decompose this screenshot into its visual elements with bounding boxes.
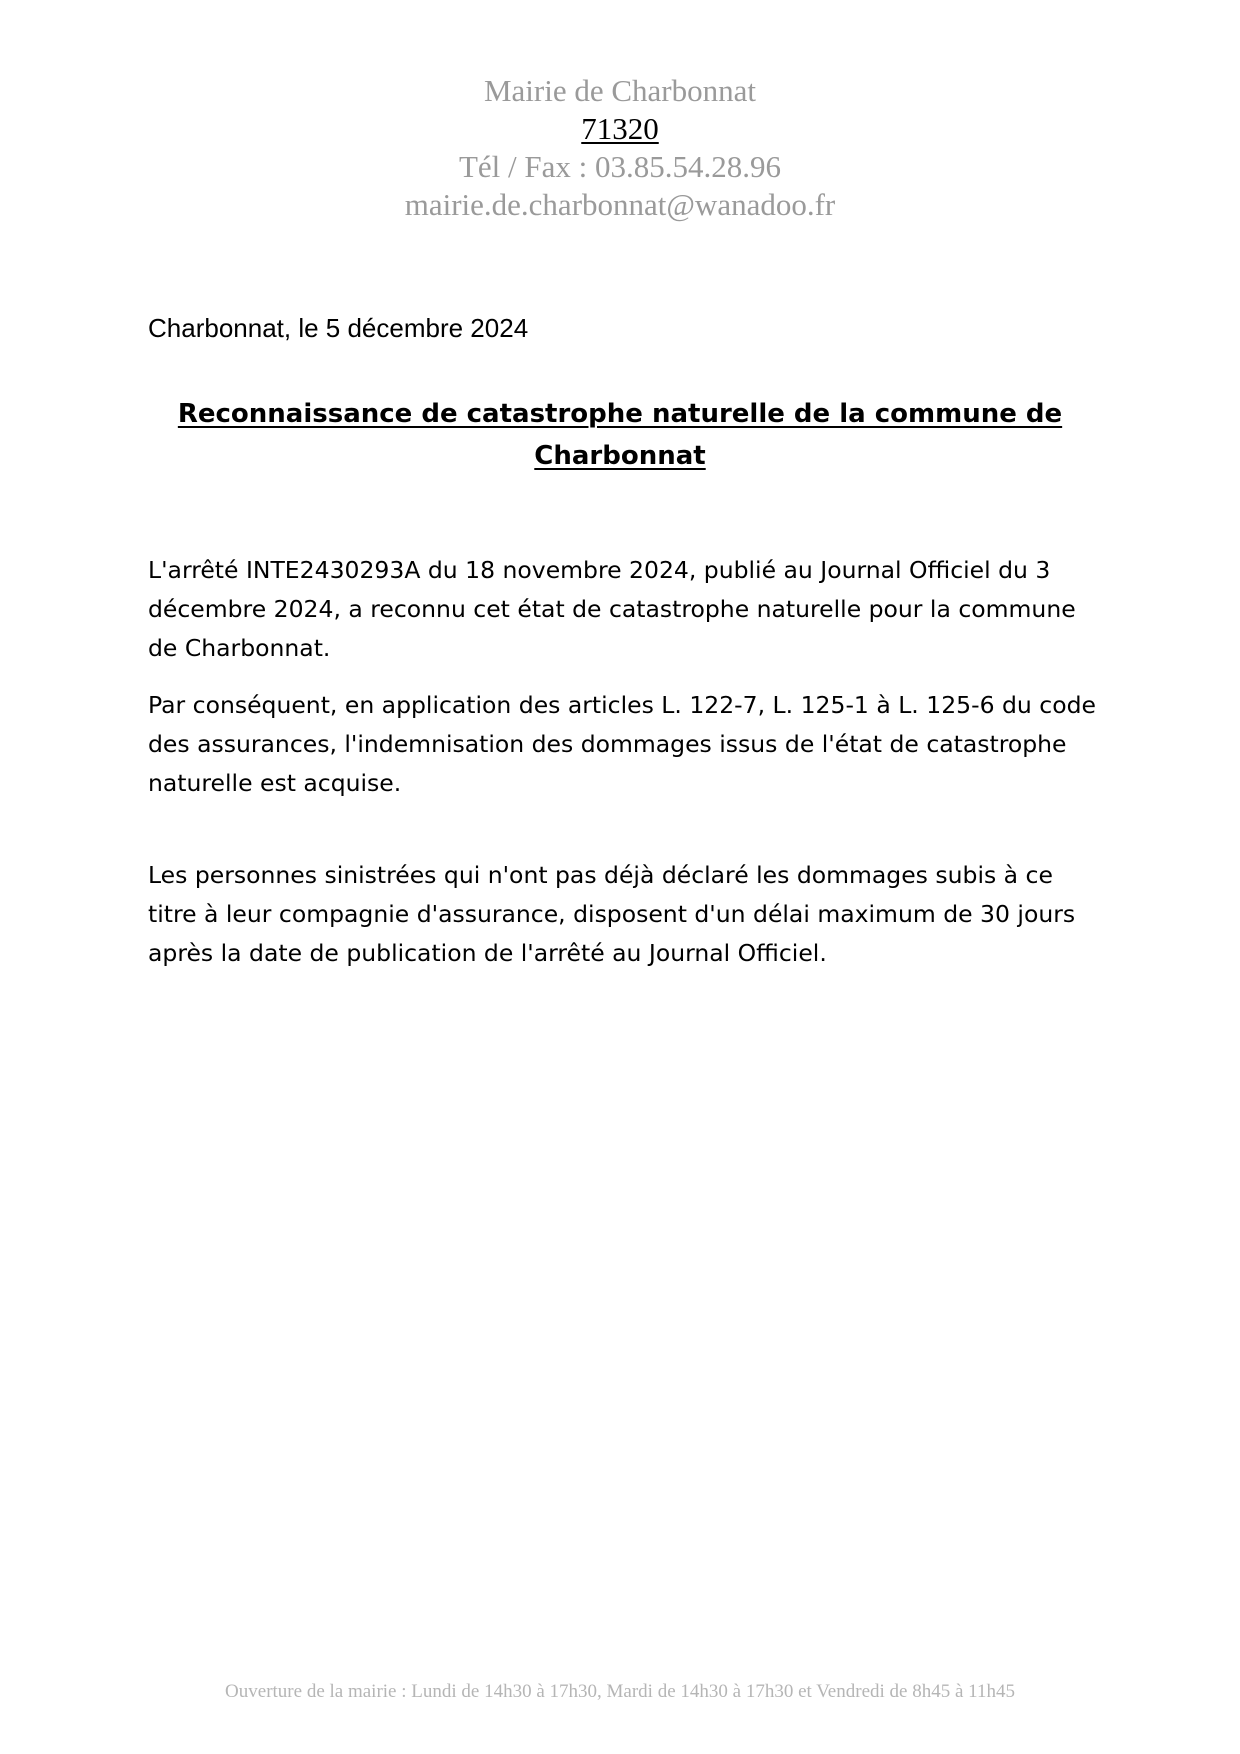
paragraph-decree: L'arrêté INTE2430293A du 18 novembre 2024, publié au Journal Officiel du 3 décembre 2024, a reconnu cet état de catastrophe naturelle pour la commune de Charbonnat.: [148, 556, 1076, 662]
phone-fax: Tél / Fax : 03.85.54.28.96: [458, 149, 782, 184]
opening-hours-footer: Ouverture de la mairie : Lundi de 14h30 à 17h30, Mardi de 14h30 à 17h30 et Vendredi de 8h45 à 11h45: [225, 1681, 1015, 1702]
paragraph-deadline: Les personnes sinistrées qui n'ont pas déjà déclaré les dommages subis à ce titre à leur compagnie d'assurance, disposent d'un délai maximum de 30 jours après la date de publication de l'arrêté au Journal Officiel.: [148, 861, 1076, 967]
town-hall-name: Mairie de Charbonnat: [483, 73, 757, 108]
email-address: mairie.de.charbonnat@wanadoo.fr: [404, 187, 836, 222]
date-line: Charbonnat, le 5 décembre 2024: [148, 313, 529, 343]
postal-code: 71320: [581, 111, 659, 146]
document-title: Reconnaissance de catastrophe naturelle de la commune de Charbonnat: [177, 399, 1063, 471]
letterhead: [0, 72, 1240, 224]
paragraph-consequence: Par conséquent, en application des articles L. 122-7, L. 125-1 à L. 125-6 du code des assurances, l'indemnisation des dommages issus de l'état de catastrophe naturelle est acquise.: [148, 691, 1096, 797]
